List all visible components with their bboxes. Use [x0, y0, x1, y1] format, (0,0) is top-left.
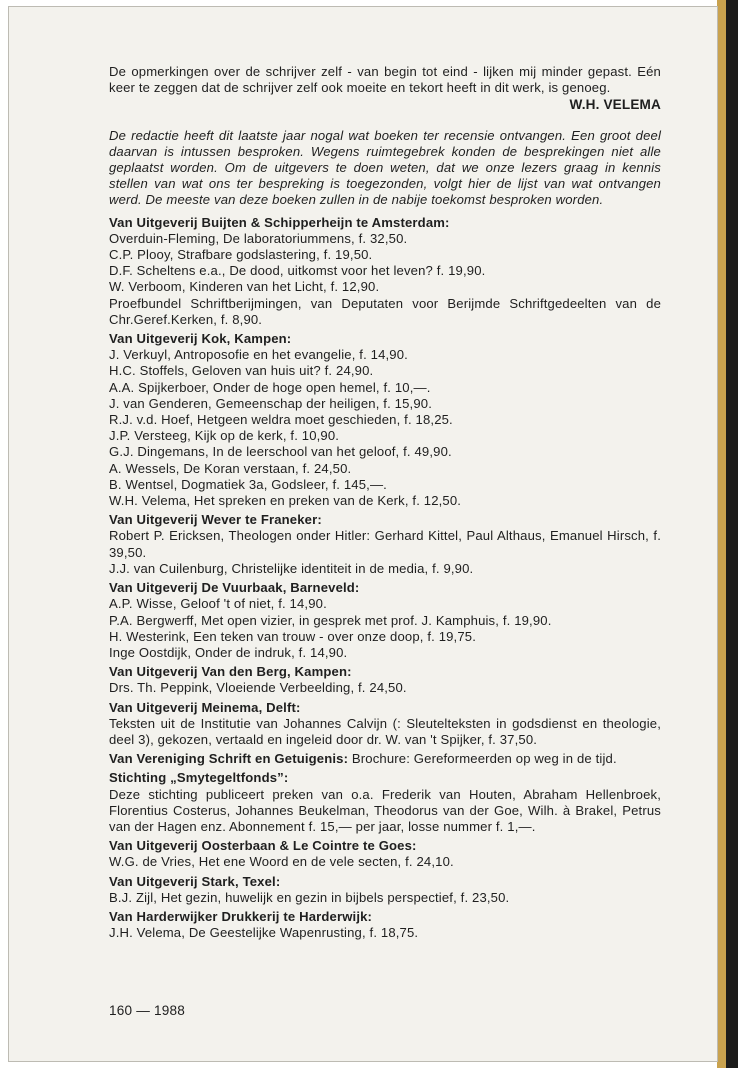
publisher-heading [109, 700, 661, 716]
book-entry: P.A. Bergwerff, Met open vizier, in gesprek met prof. J. Kamphuis, f. 19,90. [109, 612, 552, 628]
scanned-page [8, 6, 718, 1062]
publisher-heading [109, 331, 661, 347]
binding-edge-gold [717, 0, 726, 1068]
publisher-inline-entry: Brochure: Gereformeerden op weg in de tijd. [351, 751, 617, 767]
book-entry: Robert P. Ericksen, Theologen onder Hitler: Gerhard Kittel, Paul Althaus, Emanuel Hirsch, f. 39,50. [109, 528, 661, 560]
book-entry: D.F. Scheltens e.a., De dood, uitkomst voor het leven? f. 19,90. [109, 263, 486, 279]
book-entry: Teksten uit de Institutie van Johannes Calvijn (: Sleutelteksten in godsdienst en theologie, deel 3), gekozen, vertaald en ingeleid door dr. W. van 't Spijker, f. 37,50. [109, 715, 661, 747]
book-entry: Drs. Th. Peppink, Vloeiende Verbeelding, f. 24,50. [109, 680, 407, 696]
publisher-heading [109, 215, 661, 231]
book-entry: B. Wentsel, Dogmatiek 3a, Godsleer, f. 145,—. [109, 476, 387, 492]
book-entry: A. Wessels, De Koran verstaan, f. 24,50. [109, 460, 352, 476]
publisher-list [109, 215, 661, 942]
book-entry: C.P. Plooy, Strafbare godslastering, f. 19,50. [109, 247, 373, 263]
publisher-name: Van Vereniging Schrift en Getuigenis: [109, 751, 349, 767]
book-entry: W.G. de Vries, Het ene Woord en de vele secten, f. 24,10. [109, 854, 454, 870]
publisher-name: Van Uitgeverij Oosterbaan & Le Cointre te Goes: [109, 838, 417, 854]
book-entry: Overduin-Fleming, De laboratoriummens, f. 32,50. [109, 230, 408, 246]
book-entry: A.A. Spijkerboer, Onder de hoge open hemel, f. 10,—. [109, 379, 431, 395]
book-entry: G.J. Dingemans, In de leerschool van het geloof, f. 49,90. [109, 444, 452, 460]
book-entry: H.C. Stoffels, Geloven van huis uit? f. 24,90. [109, 363, 374, 379]
publisher-heading [109, 770, 661, 786]
book-entry: W. Verboom, Kinderen van het Licht, f. 12,90. [109, 279, 380, 295]
publisher-heading [109, 751, 661, 767]
book-entry: J.P. Versteeg, Kijk op de kerk, f. 10,90. [109, 428, 340, 444]
publisher-name: Van Uitgeverij Van den Berg, Kampen: [109, 664, 352, 680]
publisher-heading [109, 874, 661, 890]
publisher-name: Stichting „Smytegeltfonds”: [109, 770, 289, 786]
publisher-heading [109, 909, 661, 925]
book-entry: B.J. Zijl, Het gezin, huwelijk en gezin in bijbels perspectief, f. 23,50. [109, 889, 510, 905]
page-number: 160 — 1988 [109, 1003, 186, 1018]
review-signature: W.H. VELEMA [569, 97, 661, 113]
publisher-name: Van Uitgeverij Meinema, Delft: [109, 699, 301, 715]
publisher-name: Van Harderwijker Drukkerij te Harderwijk: [109, 908, 373, 924]
book-entry: A.P. Wisse, Geloof 't of niet, f. 14,90. [109, 596, 327, 612]
publisher-heading [109, 512, 661, 528]
binding-edge-dark [726, 0, 738, 1068]
book-entry: J. van Genderen, Gemeenschap der heiligen, f. 15,90. [109, 395, 432, 411]
book-entry: Proefbundel Schriftberijmingen, van Deputaten voor Berijmde Schriftgedeelten van de Chr.Geref.Kerken, f. 8,90. [109, 295, 661, 327]
book-entry: Inge Oostdijk, Onder de indruk, f. 14,90. [109, 644, 348, 660]
publisher-heading [109, 664, 661, 680]
publisher-heading [109, 580, 661, 596]
book-entry: R.J. v.d. Hoef, Hetgeen weldra moet geschieden, f. 18,25. [109, 412, 453, 428]
book-entry: Deze stichting publiceert preken van o.a. Frederik van Houten, Abraham Hellenbroek, Florentius Costerus, Johannes Beukelman, Theodorus van der Goe, Wilh. à Brakel, Petrus van der Hagen enz. Abonnement f. 15,— per jaar, losse nummer f. 1,—. [109, 786, 661, 834]
book-entry: J.H. Velema, De Geestelijke Wapenrusting, f. 18,75. [109, 925, 419, 941]
intro-paragraph: De opmerkingen over de schrijver zelf - van begin tot eind - lijken mij minder gepast. Eén keer te zeggen dat de schrijver zelf ook moeite en tekort heeft in dit werk, is genoeg. [109, 64, 661, 96]
book-entry: H. Westerink, Een teken van trouw - over onze doop, f. 19,75. [109, 628, 476, 644]
editorial-note: De redactie heeft dit laatste jaar nogal wat boeken ter recensie ontvangen. Een groot deel daarvan is intussen besproken. Wegens ruimtegebrek konden de besprekingen niet alle geplaatst worden. Om de uitgevers te doen weten, dat we onze lezers graag in kennis stellen van wat ons ter bespreking is toegezonden, volgt hier de lijst van wat ontvangen werd. De meeste van deze boeken zullen in de nabije toekomst besproken worden. [109, 127, 661, 208]
publisher-name: Van Uitgeverij Kok, Kampen: [109, 331, 292, 347]
publisher-name: Van Uitgeverij Buijten & Schipperheijn te Amsterdam: [109, 214, 450, 230]
publisher-heading [109, 838, 661, 854]
page-content [109, 64, 661, 941]
book-entry: J. Verkuyl, Antroposofie en het evangelie, f. 14,90. [109, 347, 408, 363]
book-entry: W.H. Velema, Het spreken en preken van de Kerk, f. 12,50. [109, 493, 462, 509]
publisher-name: Van Uitgeverij Stark, Texel: [109, 873, 281, 889]
book-entry: J.J. van Cuilenburg, Christelijke identiteit in de media, f. 9,90. [109, 560, 474, 576]
publisher-name: Van Uitgeverij Wever te Franeker: [109, 512, 322, 528]
publisher-name: Van Uitgeverij De Vuurbaak, Barneveld: [109, 580, 360, 596]
